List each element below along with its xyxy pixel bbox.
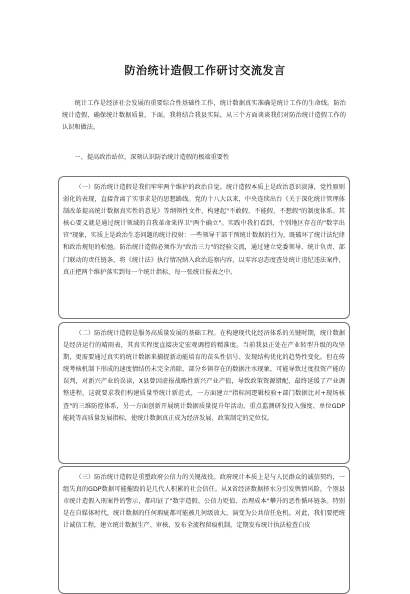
- section1-paragraph-box-3: [58, 466, 350, 594]
- section1-paragraph-box-1: [58, 176, 350, 319]
- section1-paragraph-3: （三）防治统计造假是重塑政府公信力的关键战役。政府统计本质上是与人民群众的诚信契约，一组失真的GDP数据可能摧毁的是几代人积累的社会信任。从X省经济数据挤水分引发舆情风险，个别县市统计造假入刑案件的警示，都印证了"数字造假、公信力贬值、治理成本"攀升的恶性循环链条。特别是在自媒体时代，统计数据的任何瑕疵都可能被几何级放大，演变为公共信任危机。对此，我们要把统计诚信工程，建立统计数据生产、审核、发布全流程留痕机制，定期发布统计执法检查白皮: [63, 474, 345, 530]
- intro-paragraph: 统计工作是经济社会发展的重要综合性基础性工作，统计数据真实准确是统计工作的生命线。防治统计造假，确保统计数据质量，下面，我将结合我县实际，从三个方面谈谈我们对防治统计造假工作的认识和做法。: [62, 100, 346, 132]
- section1-paragraph-2: （二）防治统计造假是服务高质量发展的基础工程。在构建现代化经济体系的关键时期，统计数据是经济运行的晴雨表，其真实程度直接决定宏观调控的精准度。当前我县正处在产业转型升级的攻坚期，更需要通过真实的统计数据来捕捉新动能培育的苗头性信号、发现结构优化的趋势性变化。但在传统考核机制下形成的速度情结仍未完全消除，部分乡镇存在的数据注水现象，可能导致过度投资产能的误判，对新兴产业的误读，X县曾因虚报战略性新兴产业产值，导致政策资源错配，最终延缓了产业调整进程，这就要求我们构建质量型统计新范式，一方面建立"指标间逻辑校验+部门数据比对+现场核查"的三维防控体系，另一方面创新开展统计数据质量提升年活动，重点监测研发投入强度、单位GDP能耗等高质量发展指标，使统计数据真正成为经济发展、政策制定的定位仪。: [63, 330, 345, 422]
- section1-heading: 一、提高政治站位，深刻认识防治统计造假的极端重要性: [74, 154, 230, 161]
- intro-block: [62, 98, 346, 134]
- section1-heading-block: [62, 152, 346, 164]
- section1-paragraph-1: （一）防治统计造假是我们牢牢两个维护的政治自觉。统计造假本质上是政治意识淡薄，党性原则弱化的表现，直接背离了实事求是的思想路线。党的十八大以来，中央连续出台《关于深化统计管理体制改革提高统计数据真实性的意见》等纲领性文件，构建起"不敢假、不能假、不想假"的制度体系。其核心要义就是通过统计领域的自我革命来捍卫"两个确立"。实践中我们看到，个别地区存在的"数字出官"现象，实质上是政治生态问题的统计投射：一些领导干部干预统计数据的行为，既破坏了统计法纪律和政治规矩的松弛。防治统计造假必须作为"政治三力"的经验交流，通过建立党委领导、统计负责、部门联动的责任链条，将《统计法》执行情况纳入政治巡察内容，以零容忍态度查处统计违纪违法案件，真正把两个维护落实到每一个统计指标、每一张统计报表之中。: [63, 184, 345, 276]
- section1-paragraph-box-2: [58, 322, 350, 464]
- document-title: 防治统计造假工作研讨交流发言: [124, 64, 286, 77]
